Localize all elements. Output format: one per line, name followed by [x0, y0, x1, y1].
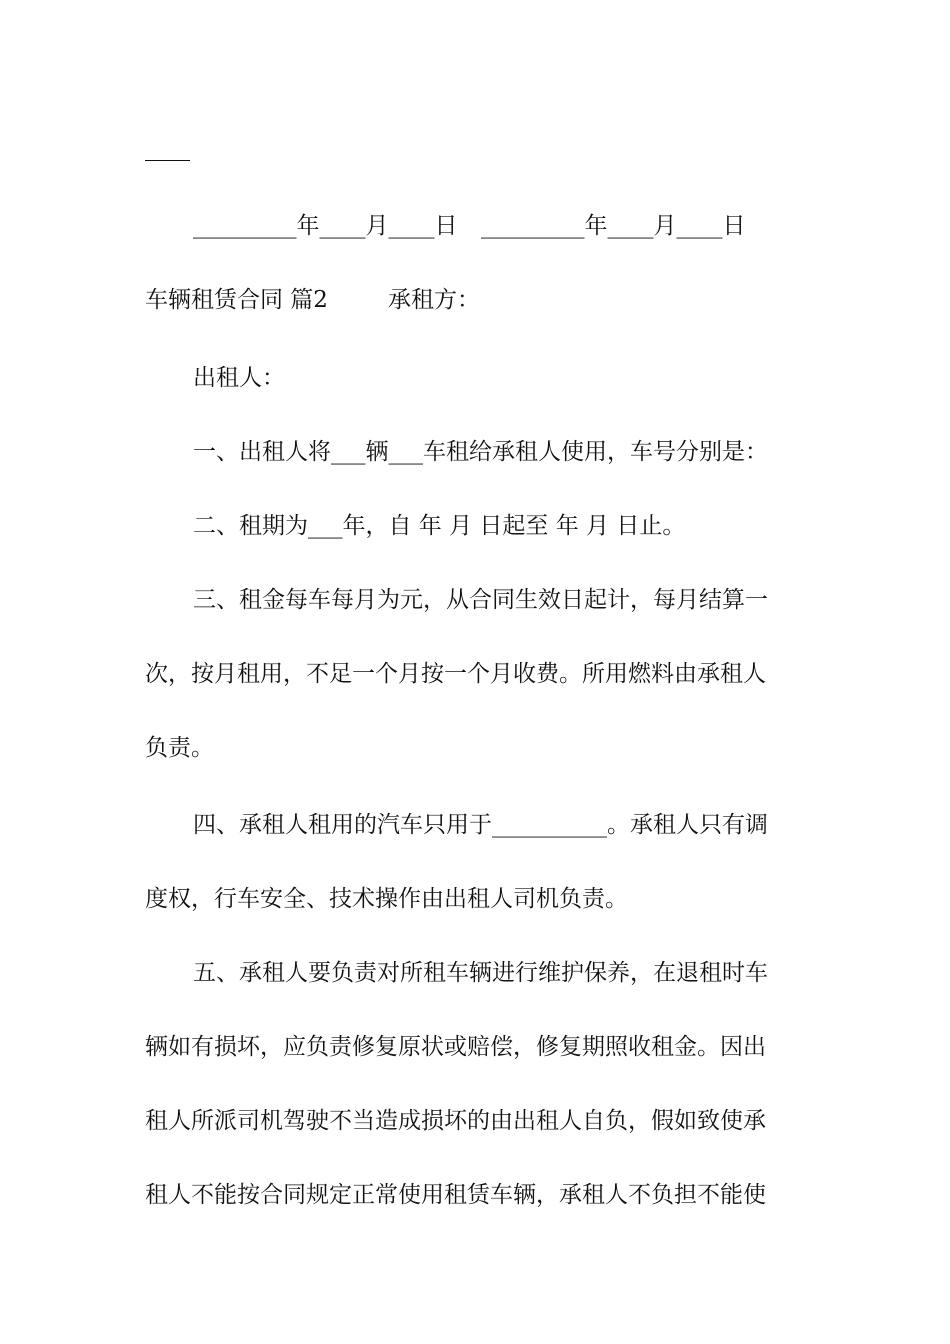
clause-1-text: 一、出租人将___辆___车租给承租人使用，车号分别是： — [193, 439, 768, 465]
date-blank-lessee: _________年____月____日 — [481, 213, 746, 239]
clause-4-text-1: 四、承租人租用的汽车只用于__________。承租人只有调 — [193, 812, 768, 838]
date-blank-lessor: _________年____月____日 — [193, 213, 458, 239]
clause-3-text-1: 三、租金每车每月为元，从合同生效日起计，每月结算一 — [193, 587, 768, 613]
top-blank-rule — [145, 160, 190, 161]
clause-4-text-2: 度权，行车安全、技术操作由出租人司机负责。 — [145, 886, 628, 912]
clause-5-text-3: 租人所派司机驾驶不当造成损坏的由出租人自负，假如致使承 — [145, 1108, 766, 1134]
clause-5-text-2: 辆如有损坏，应负责修复原状或赔偿，修复期照收租金。因出 — [145, 1034, 766, 1060]
contract-title: 车辆租赁合同 篇2 — [145, 287, 328, 313]
clause-3-text-3: 负责。 — [145, 735, 214, 761]
clause-5-text-4: 租人不能按合同规定正常使用租赁车辆，承租人不负担不能使 — [145, 1182, 766, 1208]
clause-5-text-1: 五、承租人要负责对所租车辆进行维护保养，在退租时车 — [193, 960, 768, 986]
lessor-label: 出租人： — [193, 365, 285, 391]
lessee-label: 承租方： — [388, 287, 480, 313]
clause-2-text: 二、租期为___年，自 年 月 日起至 年 月 日止。 — [193, 513, 686, 539]
clause-3-text-2: 次，按月租用，不足一个月按一个月收费。所用燃料由承租人 — [145, 661, 766, 687]
